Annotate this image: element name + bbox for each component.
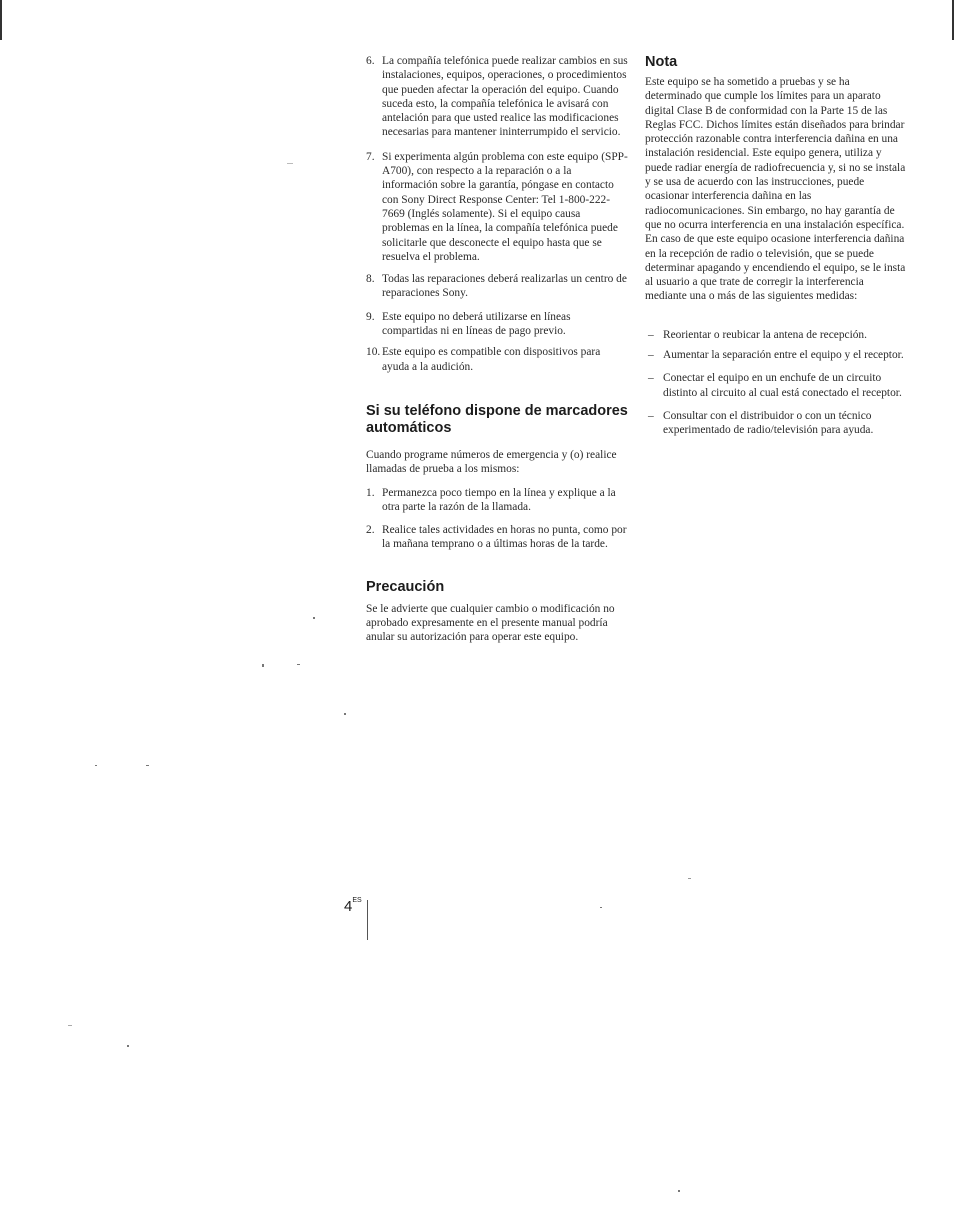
list-item [366, 486, 628, 515]
scan-speck [297, 664, 300, 665]
dash-bullet: – [648, 372, 654, 385]
dialers-section-heading: Si su teléfono dispone de marcadores automáticos [366, 402, 628, 436]
list-item-number: 2. [366, 524, 375, 537]
scan-speck [287, 163, 293, 164]
scan-speck [678, 1190, 680, 1192]
list-item-text: Todas las reparaciones deberá realizarlas un centro de reparaciones Sony. [382, 273, 627, 300]
list-item [366, 54, 628, 140]
scan-speck [262, 664, 264, 667]
scan-speck [688, 878, 691, 879]
scan-speck [600, 907, 602, 908]
list-item-number: 9. [366, 310, 375, 323]
language-code: ES [352, 897, 362, 904]
list-item [645, 348, 907, 362]
list-item-text: Consultar con el distribuidor o con un técnico experimentado de radio/televisión para ayuda. [663, 409, 874, 437]
list-item [366, 272, 628, 301]
list-item-text: Permanezca poco tiempo en la línea y explique a la otra parte la razón de la llamada. [382, 486, 616, 513]
list-item-text: Reorientar o reubicar la antena de recepción. [663, 328, 867, 341]
scan-speck [146, 765, 149, 766]
list-item [645, 328, 907, 342]
note-heading: Nota [645, 54, 678, 70]
dialers-intro: Cuando programe números de emergencia y (o) realice llamadas de prueba a los mismos: [366, 448, 617, 476]
page-number-value: 4 [344, 898, 353, 915]
list-item-text: Este equipo es compatible con dispositivos para ayuda a la audición. [382, 346, 601, 373]
page-edge-left [0, 0, 2, 40]
left-column [366, 54, 628, 645]
list-item-text: Si experimenta algún problema con este equipo (SPP-A700), con respecto a la reparación o a la información sobre la garantía, póngase en contacto con Sony Direct Response Center: Tel 1-800-222-7669 (Inglés solamente). Si el equipo causa problemas en la línea, la compañía telefónica puede solicitarle que desconecte el equipo hasta que se resuelva el problema. [382, 150, 628, 263]
page-number [344, 898, 362, 915]
list-item [645, 409, 907, 438]
scan-speck [68, 1025, 72, 1026]
caution-heading: Precaución [366, 578, 445, 595]
list-item [366, 345, 628, 374]
list-item-text: Este equipo no deberá utilizarse en líneas compartidas ni en líneas de pago previo. [382, 310, 571, 338]
list-item-text: Aumentar la separación entre el equipo y el receptor. [663, 349, 904, 362]
page-footer [344, 898, 362, 916]
list-item-text: Conectar el equipo en un enchufe de un circuito distinto al circuito al cual está conectado el receptor. [663, 372, 902, 399]
interference-measures-list [645, 328, 907, 438]
dialers-list [366, 486, 628, 552]
list-item [366, 310, 628, 339]
scan-speck [95, 765, 97, 766]
list-item-number: 10. [366, 346, 381, 359]
list-item-number: 8. [366, 273, 375, 286]
numbered-list-continued [366, 54, 628, 374]
list-item [366, 150, 628, 264]
dash-bullet: – [648, 328, 654, 341]
scan-speck [127, 1045, 129, 1047]
list-item-text: La compañía telefónica puede realizar cambios en sus instalaciones, equipos, operaciones, o procedimientos que pueden afectar la operación del equipo. Cuando suceda esto, la compañía telefónica le avisará con antelación para que usted realice las modificaciones necesarias para mantener ininterrumpido el servicio. [382, 55, 628, 139]
right-column [645, 54, 907, 438]
dash-bullet: – [648, 409, 654, 422]
list-item-number: 7. [366, 150, 375, 163]
scan-speck [313, 617, 315, 619]
scan-speck [344, 713, 346, 715]
list-item-number: 6. [366, 55, 375, 67]
list-item-text: Realice tales actividades en horas no punta, como por la mañana temprano o a últimas horas de la tarde. [382, 524, 627, 551]
note-text: Este equipo se ha sometido a pruebas y se ha determinado que cumple los límites para un aparato digital Clase B de conformidad con la Parte 15 de las Reglas FCC. Dichos límites están diseñados para brindar protección razonable contra interferencia dañina en una instalación residencial. Este equipo genera, utiliza y puede radiar energía de radiofrecuencia y, si no se instala y se usa de acuerdo con las instrucciones, puede ocasionar interferencia dañina en las radiocomunicaciones. Sin embargo, no hay garantía de que no ocurra interferencia en una instalación específica. En caso de que este equipo ocasione interferencia dañina en la recepción de radio o televisión, que se puede determinar apagando y encendiendo el equipo, se le insta al usuario a que trate de corregir la interferencia mediante una o más de las siguientes medidas: [645, 76, 906, 303]
list-item [366, 523, 628, 552]
footer-vertical-rule [367, 900, 368, 940]
list-item [645, 371, 907, 400]
caution-text: Se le advierte que cualquier cambio o modificación no aprobado expresamente en el presente manual podría anular su autorización para operar este equipo. [366, 602, 615, 644]
list-item-number: 1. [366, 486, 375, 499]
dash-bullet: – [648, 349, 654, 362]
